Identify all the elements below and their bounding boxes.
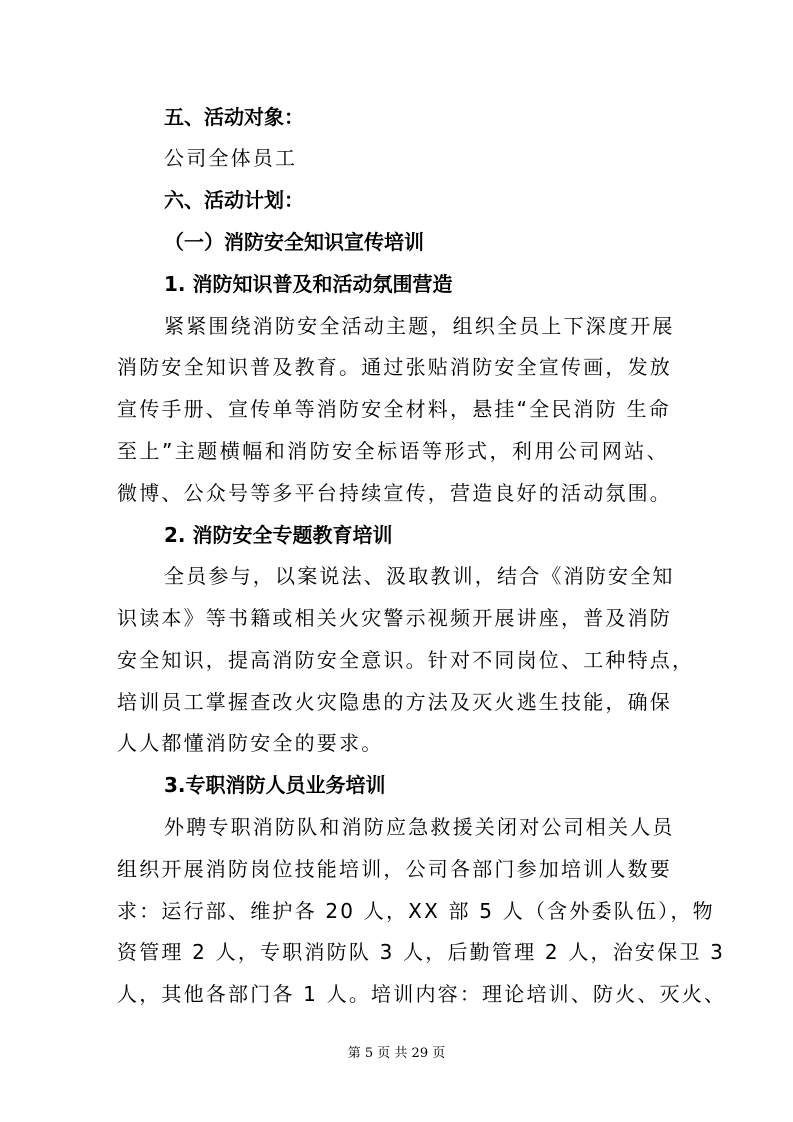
heading-activity-plan: 六、活动计划： xyxy=(164,188,304,212)
item1-title: 1. 消防知识普及和活动氛围营造 xyxy=(164,272,453,296)
item3-paragraph-line: 组织开展消防岗位技能培训，公司各部门参加培训人数要 xyxy=(117,857,672,881)
item2-paragraph-line: 人人都懂消防安全的要求。 xyxy=(117,731,384,755)
item2-paragraph-line: 全员参与，以案说法、汲取教训，结合《消防安全知 xyxy=(164,564,675,588)
item1-paragraph-line: 至上”主题横幅和消防安全标语等形式，利用公司网站、 xyxy=(117,439,669,463)
item3-paragraph-line: 求：运行部、维护各 20 人，XX 部 5 人（含外委队伍），物 xyxy=(117,899,715,923)
item1-paragraph-line: 消防安全知识普及教育。通过张贴消防安全宣传画，发放 xyxy=(117,355,672,379)
item1-paragraph-line: 微博、公众号等多平台持续宣传，营造良好的活动氛围。 xyxy=(117,481,672,505)
item3-title: 3.专职消防人员业务培训 xyxy=(164,773,386,797)
item3-paragraph-line: 外聘专职消防队和消防应急救援关闭对公司相关人员 xyxy=(164,815,675,839)
item1-paragraph-line: 紧紧围绕消防安全活动主题，组织全员上下深度开展 xyxy=(164,314,675,338)
page-footer: 第 5 页 共 29 页 xyxy=(347,1046,446,1061)
heading-activity-target: 五、活动对象： xyxy=(164,105,304,129)
item3-paragraph-line: 资管理 2 人，专职消防队 3 人，后勤管理 2 人，治安保卫 3 xyxy=(117,940,725,964)
item2-paragraph-line: 培训员工掌握查改火灾隐患的方法及灭火逃生技能，确保 xyxy=(117,690,672,714)
item3-paragraph-line: 人，其他各部门各 1 人。培训内容：理论培训、防火、灭火、 xyxy=(117,982,727,1006)
activity-target-text: 公司全体员工 xyxy=(164,146,298,170)
item2-paragraph-line: 安全知识，提高消防安全意识。针对不同岗位、工种特点， xyxy=(117,648,695,672)
item2-title: 2. 消防安全专题教育培训 xyxy=(164,523,393,547)
item1-paragraph-line: 宣传手册、宣传单等消防安全材料，悬挂“全民消防 生命 xyxy=(117,397,671,421)
item2-paragraph-line: 识读本》等书籍或相关火灾警示视频开展讲座，普及消防 xyxy=(117,606,672,630)
subheading-fire-knowledge-training: （一）消防安全知识宣传培训 xyxy=(164,230,424,254)
